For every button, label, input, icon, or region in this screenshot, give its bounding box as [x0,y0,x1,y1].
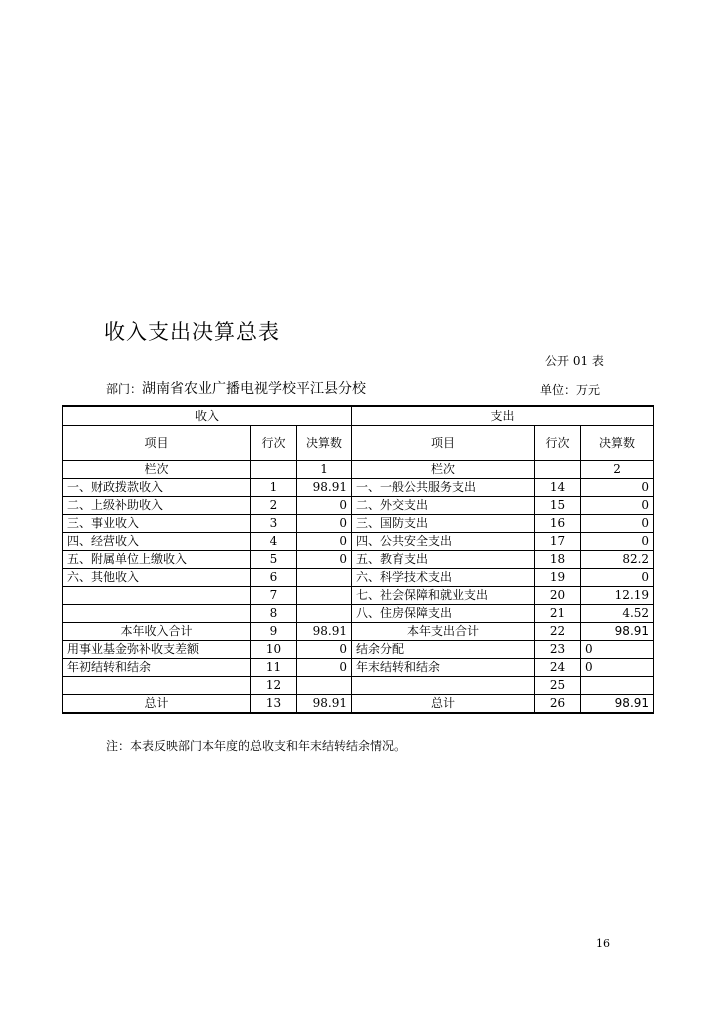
group-header-row [63,406,654,426]
expense-item: 三、国防支出 [352,515,535,533]
income-subtotal-label: 本年收入合计 [63,623,251,641]
table-row [63,515,654,533]
expense-subtotal-amount: 98.91 [581,623,654,641]
unit-label: 单位：万元 [540,383,601,397]
expense-item: 八、住房保障支出 [352,605,535,623]
expense-item: 五、教育支出 [352,551,535,569]
income-header: 收入 [63,406,352,426]
subtotal-row [63,623,654,641]
income-subtotal-amount: 98.91 [297,623,352,641]
column-number-expense: 2 [581,461,654,479]
expense-header: 支出 [352,406,654,426]
income-row-no: 3 [251,515,297,533]
income-amount: 0 [297,497,352,515]
total-row [63,695,654,714]
expense-total-row-no: 26 [535,695,581,714]
income-total-amount: 98.91 [297,695,352,714]
table-row [63,569,654,587]
income-amount: 0 [297,641,352,659]
expense-amount: 0 [581,641,654,659]
empty-cell [535,461,581,479]
expense-amount: 82.2 [581,551,654,569]
income-item: 五、附属单位上缴收入 [63,551,251,569]
income-row-no: 12 [251,677,297,695]
expense-row-no: 18 [535,551,581,569]
department-label: 部门： [106,382,143,396]
income-row-no: 4 [251,533,297,551]
department-name: 湖南省农业广播电视学校平江县分校 [142,381,367,397]
income-item: 二、上级补助收入 [63,497,251,515]
expense-row-no: 15 [535,497,581,515]
table-row [63,641,654,659]
expense-amount: 0 [581,659,654,677]
income-row-no: 8 [251,605,297,623]
column-number-label-income: 栏次 [63,461,251,479]
page-number: 16 [596,937,610,950]
income-total-label: 总计 [63,695,251,714]
table-row [63,605,654,623]
page-title: 收入支出决算总表 [104,320,280,344]
expense-subtotal-label: 本年支出合计 [352,623,535,641]
table-note: 注：本表反映部门本年度的总收支和年末结转结余情况。 [106,739,407,753]
table-row [63,479,654,497]
expense-row-no: 16 [535,515,581,533]
expense-amount: 12.19 [581,587,654,605]
col-header-row-income: 行次 [251,426,297,461]
expense-row-no: 14 [535,479,581,497]
expense-row-no: 25 [535,677,581,695]
expense-row-no: 17 [535,533,581,551]
expense-row-no: 21 [535,605,581,623]
expense-amount: 0 [581,515,654,533]
income-amount [297,587,352,605]
income-amount [297,605,352,623]
expense-amount: 4.52 [581,605,654,623]
income-item: 用事业基金弥补收支差额 [63,641,251,659]
expense-item: 七、社会保障和就业支出 [352,587,535,605]
table-row [63,659,654,677]
expense-amount: 0 [581,569,654,587]
expense-row-no: 23 [535,641,581,659]
expense-amount: 0 [581,533,654,551]
expense-total-amount: 98.91 [581,695,654,714]
expense-total-label: 总计 [352,695,535,714]
column-header-row [63,426,654,461]
income-amount: 0 [297,533,352,551]
table-row [63,551,654,569]
expense-amount [581,677,654,695]
expense-item: 结余分配 [352,641,535,659]
expense-item: 六、科学技术支出 [352,569,535,587]
empty-cell [251,461,297,479]
table-row [63,533,654,551]
form-number: 公开 01 表 [545,354,604,368]
income-amount [297,569,352,587]
income-row-no: 11 [251,659,297,677]
col-header-row-expense: 行次 [535,426,581,461]
income-item: 三、事业收入 [63,515,251,533]
expense-item: 四、公共安全支出 [352,533,535,551]
income-item: 六、其他收入 [63,569,251,587]
expense-subtotal-row-no: 22 [535,623,581,641]
expense-row-no: 19 [535,569,581,587]
income-item [63,677,251,695]
table-row [63,677,654,695]
expense-item: 一、一般公共服务支出 [352,479,535,497]
expense-row-no: 20 [535,587,581,605]
income-amount: 0 [297,515,352,533]
income-item: 四、经营收入 [63,533,251,551]
column-number-label-expense: 栏次 [352,461,535,479]
col-header-item-expense: 项目 [352,426,535,461]
income-amount: 98.91 [297,479,352,497]
income-row-no: 6 [251,569,297,587]
column-number-row [63,461,654,479]
income-subtotal-row-no: 9 [251,623,297,641]
department-line [106,378,366,398]
table-row [63,587,654,605]
income-row-no: 1 [251,479,297,497]
expense-amount: 0 [581,479,654,497]
income-amount: 0 [297,659,352,677]
expense-item: 年末结转和结余 [352,659,535,677]
income-amount: 0 [297,551,352,569]
expense-row-no: 24 [535,659,581,677]
income-item: 一、财政拨款收入 [63,479,251,497]
income-row-no: 10 [251,641,297,659]
income-amount [297,677,352,695]
income-total-row-no: 13 [251,695,297,714]
expense-amount: 0 [581,497,654,515]
col-header-amount-expense: 决算数 [581,426,654,461]
income-item [63,587,251,605]
col-header-amount-income: 决算数 [297,426,352,461]
income-item: 年初结转和结余 [63,659,251,677]
expense-item: 二、外交支出 [352,497,535,515]
income-row-no: 7 [251,587,297,605]
column-number-income: 1 [297,461,352,479]
expense-item [352,677,535,695]
income-row-no: 2 [251,497,297,515]
col-header-item-income: 项目 [63,426,251,461]
income-expense-summary-table [62,405,654,714]
table-row [63,497,654,515]
income-item [63,605,251,623]
income-row-no: 5 [251,551,297,569]
